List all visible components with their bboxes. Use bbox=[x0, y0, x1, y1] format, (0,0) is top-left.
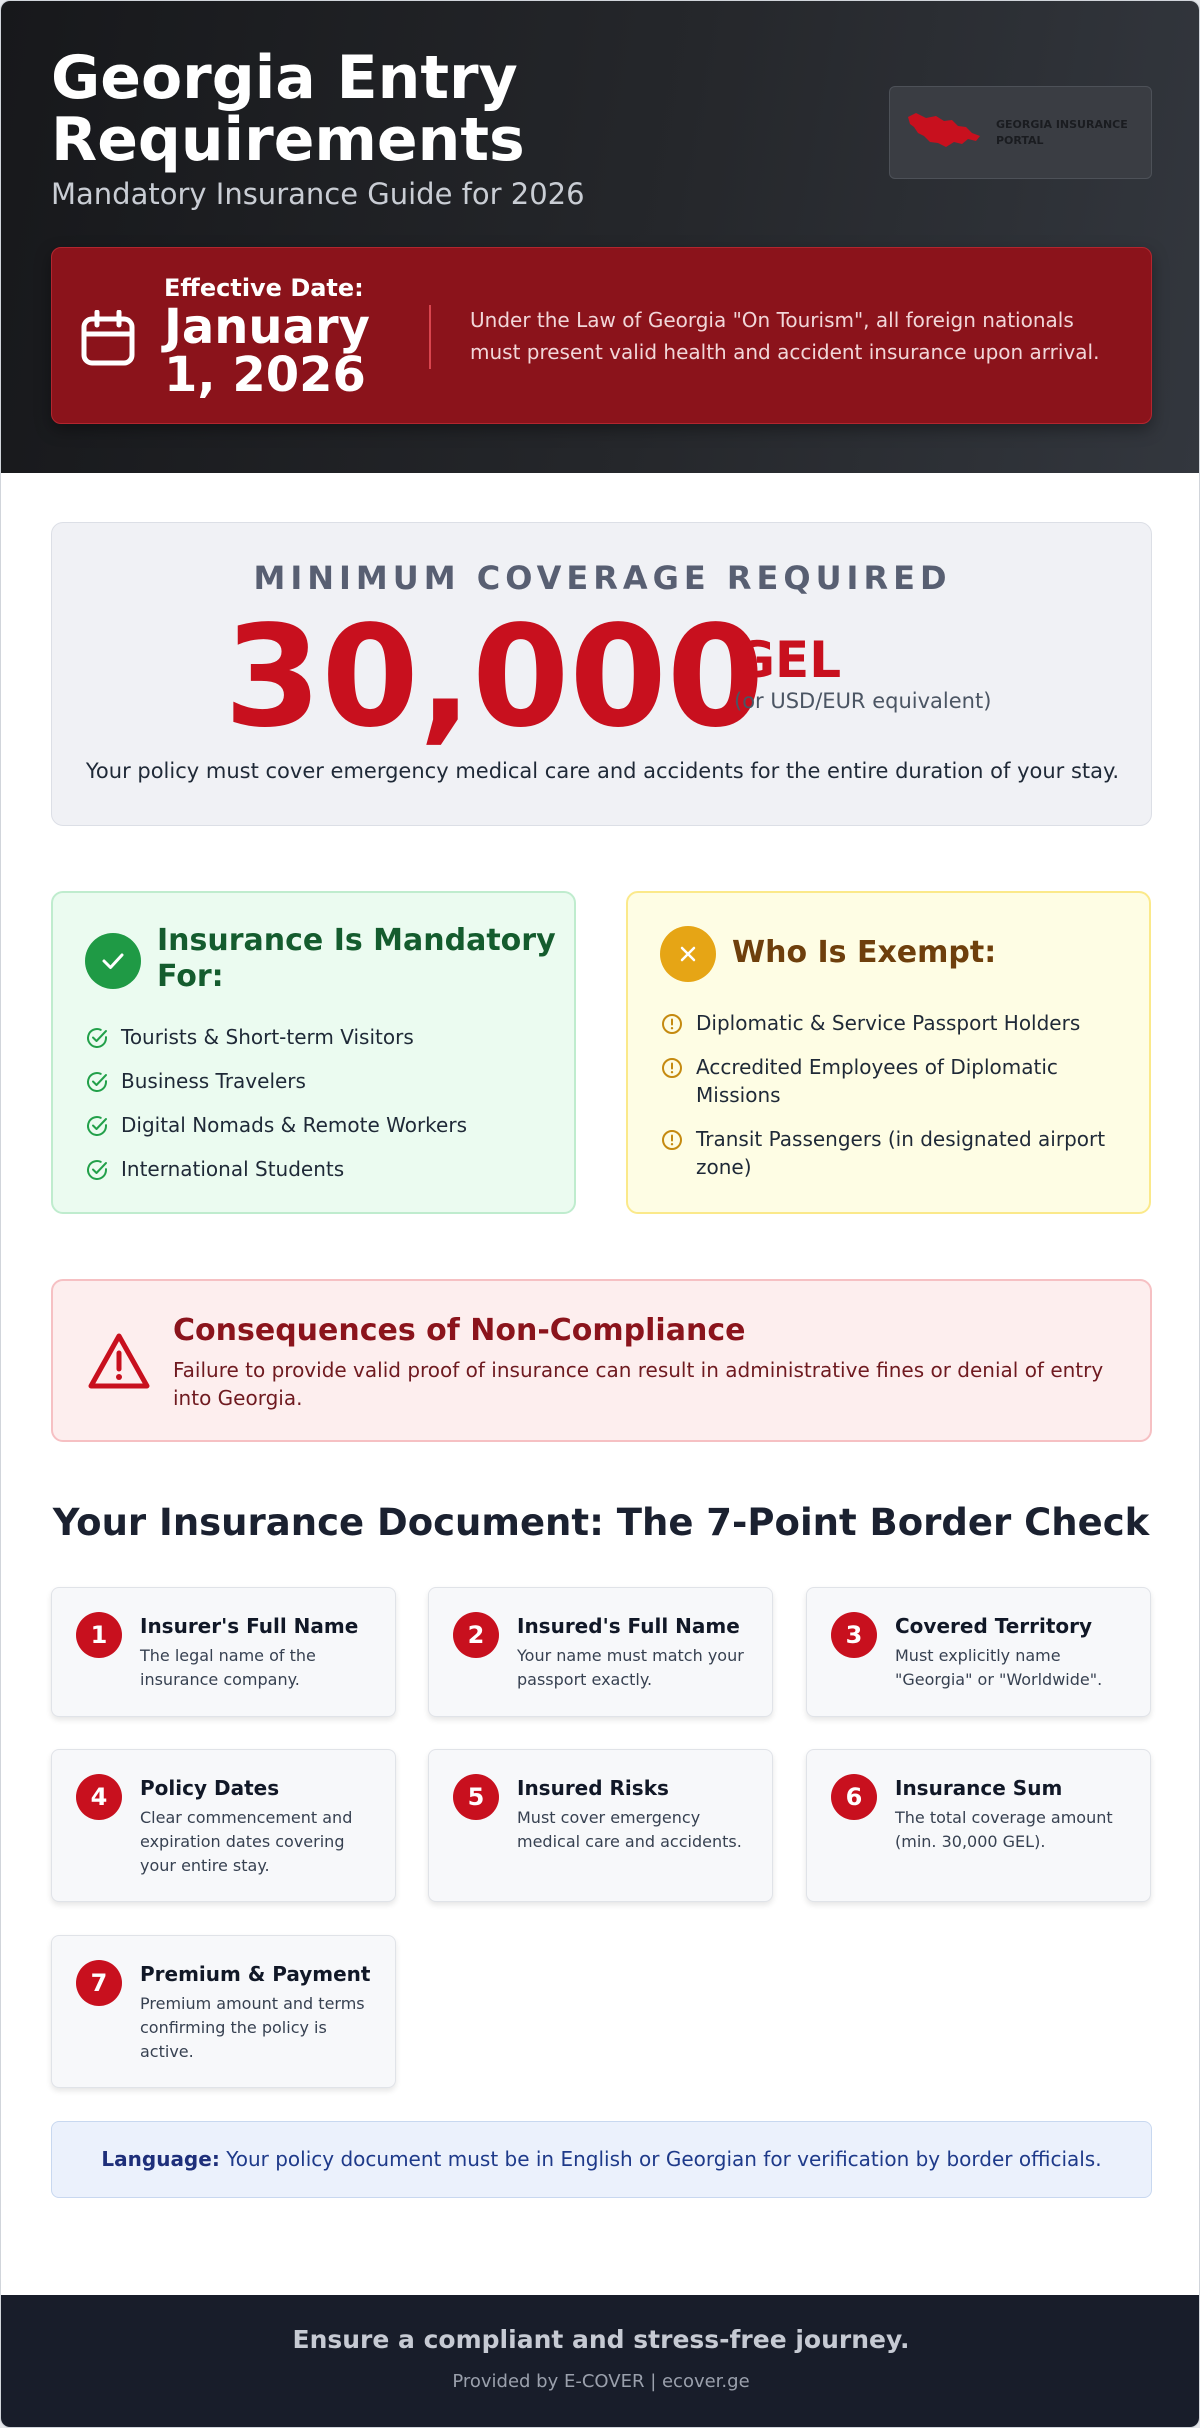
language-text: Your policy document must be in English or Georgian for verification by border officials. bbox=[226, 2147, 1102, 2171]
card-description: Must cover emergency medical care and accidents. bbox=[517, 1808, 742, 1851]
coverage-equivalent: (or USD/EUR equivalent) bbox=[734, 689, 992, 713]
consequences-title: Consequences of Non-Compliance bbox=[173, 1313, 746, 1348]
coverage-note: Your policy must cover emergency medical care and accidents for the entire duration of your stay. bbox=[85, 759, 1120, 783]
exempt-item-text: Transit Passengers (in designated airport zone) bbox=[696, 1127, 1106, 1179]
divider bbox=[429, 305, 431, 369]
coverage-currency: GEL bbox=[734, 631, 842, 689]
mandatory-list-item bbox=[85, 1023, 555, 1051]
alert-circle-icon bbox=[660, 1056, 684, 1080]
card-description: Your name must match your passport exactly. bbox=[517, 1646, 744, 1689]
footer-tagline: Ensure a compliant and stress-free journey. bbox=[292, 2325, 910, 2354]
card-title: Premium & Payment bbox=[140, 1962, 371, 1986]
georgia-map-logo-icon bbox=[906, 109, 982, 151]
checklist-card bbox=[806, 1749, 1151, 1902]
page-title: Georgia Entry Requirements bbox=[51, 43, 525, 175]
check-circle-icon bbox=[85, 1158, 109, 1182]
step-number: 5 bbox=[453, 1774, 499, 1820]
exempt-list-item bbox=[660, 1125, 1130, 1181]
coverage-label: MINIMUM COVERAGE REQUIRED bbox=[253, 559, 952, 597]
mandatory-item-text: Tourists & Short-term Visitors bbox=[121, 1025, 414, 1049]
card-description: Premium amount and terms confirming the policy is active. bbox=[140, 1994, 365, 2061]
exempt-item-text: Diplomatic & Service Passport Holders bbox=[696, 1011, 1081, 1035]
effective-date-label: Effective Date: bbox=[164, 274, 364, 302]
card-description: Must explicitly name "Georgia" or "Worldwide". bbox=[895, 1646, 1103, 1689]
mandatory-panel bbox=[51, 891, 576, 1214]
exempt-list-item bbox=[660, 1053, 1130, 1109]
alert-circle-icon bbox=[660, 1128, 684, 1152]
mandatory-item-text: Digital Nomads & Remote Workers bbox=[121, 1113, 467, 1137]
portal-logo bbox=[889, 86, 1152, 179]
footer bbox=[1, 2295, 1200, 2428]
card-description: The legal name of the insurance company. bbox=[140, 1646, 316, 1689]
exempt-title: Who Is Exempt: bbox=[732, 935, 997, 970]
check-circle-icon bbox=[85, 1070, 109, 1094]
check-circle-icon bbox=[85, 1026, 109, 1050]
effective-date-banner bbox=[51, 247, 1152, 424]
check-circle-icon bbox=[85, 1114, 109, 1138]
coverage-amount: 30,000 bbox=[224, 596, 765, 759]
checklist-card bbox=[51, 1749, 396, 1902]
exempt-item-text: Accredited Employees of Diplomatic Missions bbox=[696, 1055, 1058, 1107]
check-badge-icon bbox=[85, 933, 141, 989]
step-number: 4 bbox=[76, 1774, 122, 1820]
alert-circle-icon bbox=[660, 1012, 684, 1036]
mandatory-list-item bbox=[85, 1155, 555, 1183]
card-title: Insurer's Full Name bbox=[140, 1614, 359, 1638]
card-title: Policy Dates bbox=[140, 1776, 280, 1800]
consequences-text: Failure to provide valid proof of insurance can result in administrative fines or denial of entry into Georgia. bbox=[173, 1358, 1104, 1410]
consequences-alert bbox=[51, 1279, 1152, 1442]
card-title: Covered Territory bbox=[895, 1614, 1093, 1638]
minimum-coverage-card bbox=[51, 522, 1152, 826]
checklist-card bbox=[51, 1587, 396, 1717]
step-number: 6 bbox=[831, 1774, 877, 1820]
checklist-title: Your Insurance Document: The 7-Point Border Check bbox=[52, 1501, 1150, 1544]
language-label: Language: bbox=[101, 2147, 220, 2171]
mandatory-list-item bbox=[85, 1067, 555, 1095]
step-number: 3 bbox=[831, 1612, 877, 1658]
card-title: Insured's Full Name bbox=[517, 1614, 740, 1638]
exempt-panel bbox=[626, 891, 1151, 1214]
step-number: 2 bbox=[453, 1612, 499, 1658]
x-badge-icon bbox=[660, 926, 716, 982]
language-note bbox=[51, 2121, 1152, 2198]
page-subtitle: Mandatory Insurance Guide for 2026 bbox=[51, 177, 585, 211]
checklist-card bbox=[806, 1587, 1151, 1717]
effective-date-value: January 1, 2026 bbox=[164, 299, 370, 403]
card-title: Insured Risks bbox=[517, 1776, 669, 1800]
footer-credit: Provided by E-COVER | ecover.ge bbox=[452, 2371, 750, 2392]
header bbox=[1, 1, 1200, 473]
mandatory-title: Insurance Is Mandatory For: bbox=[157, 923, 556, 994]
checklist-card bbox=[428, 1749, 773, 1902]
effective-date-description: Under the Law of Georgia "On Tourism", all foreign nationals must present valid health and accident insurance upon arrival. bbox=[470, 308, 1100, 364]
exempt-list-item bbox=[660, 1009, 1130, 1037]
checklist-card bbox=[428, 1587, 773, 1717]
mandatory-list-item bbox=[85, 1111, 555, 1139]
warning-icon bbox=[87, 1331, 151, 1391]
step-number: 7 bbox=[76, 1960, 122, 2006]
card-description: The total coverage amount (min. 30,000 GEL). bbox=[895, 1808, 1113, 1851]
calendar-icon bbox=[80, 310, 136, 366]
logo-text: GEORGIA INSURANCE PORTAL bbox=[996, 118, 1128, 147]
mandatory-item-text: Business Travelers bbox=[121, 1069, 306, 1093]
card-description: Clear commencement and expiration dates covering your entire stay. bbox=[140, 1808, 353, 1875]
card-title: Insurance Sum bbox=[895, 1776, 1063, 1800]
mandatory-item-text: International Students bbox=[121, 1157, 345, 1181]
step-number: 1 bbox=[76, 1612, 122, 1658]
checklist-card bbox=[51, 1935, 396, 2088]
